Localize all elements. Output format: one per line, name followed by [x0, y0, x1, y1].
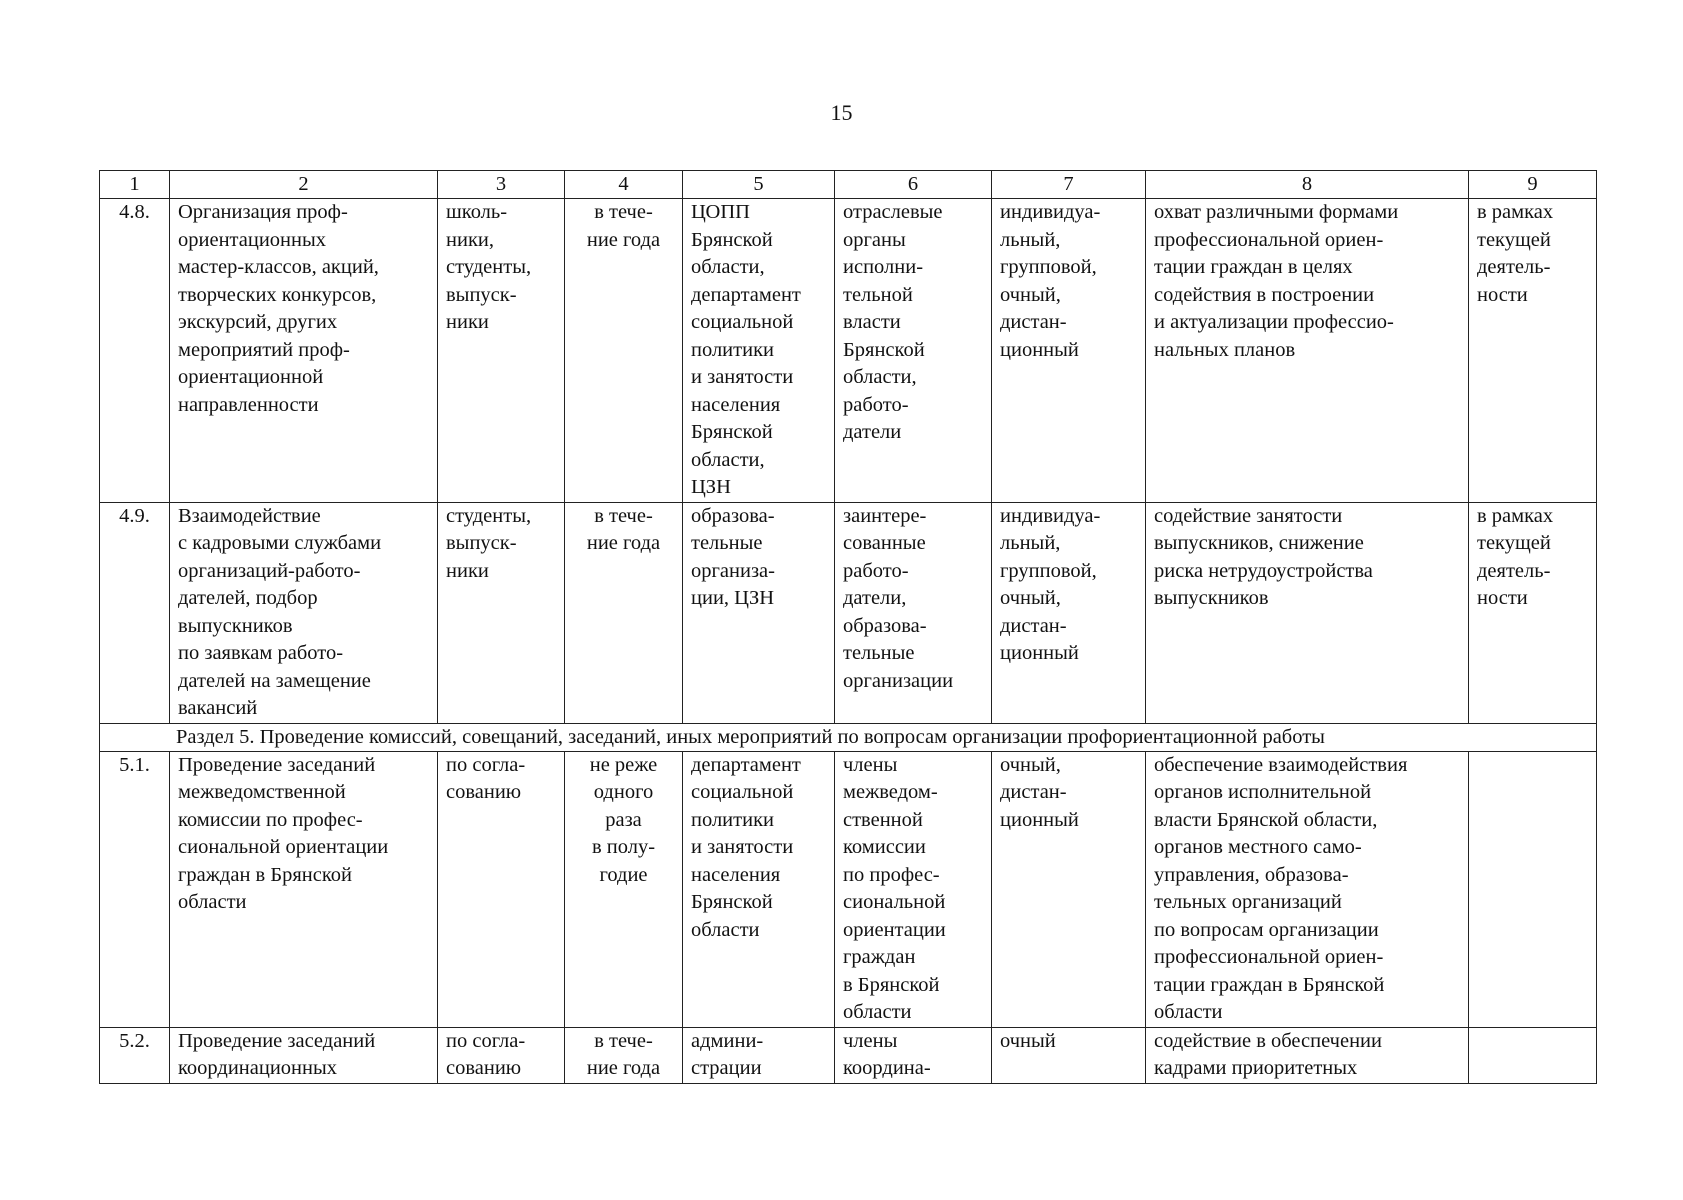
- participants-cell: отраслевые органы исполни- тельной власти Брянской области, работо- датели: [835, 199, 992, 503]
- form-cell: очный: [992, 1027, 1146, 1083]
- target-group-cell: по согла- сованию: [438, 1027, 565, 1083]
- table-row: [100, 199, 1597, 503]
- term-cell: не реже одного раза в полу- годие: [565, 751, 683, 1027]
- responsible-cell: ЦОПП Брянской области, департамент социальной политики и занятости населения Брянской области, ЦЗН: [683, 199, 835, 503]
- result-cell: обеспечение взаимодействия органов исполнительной власти Брянской области, органов местного само- управления, образова- тельных организаций по вопросам организации профессиональной ориен- тации граждан в Брянской области: [1146, 751, 1469, 1027]
- row-number: 4.8.: [100, 199, 170, 503]
- term-cell: в тече- ние года: [565, 1027, 683, 1083]
- event-cell: Взаимодействие с кадровыми службами организаций-работо- дателей, подбор выпускников по заявкам работо- дателей на замещение вакансий: [170, 502, 438, 723]
- funding-cell: [1469, 751, 1597, 1027]
- table-row: [100, 502, 1597, 723]
- events-table: [99, 170, 1597, 1084]
- section-title: Раздел 5. Проведение комиссий, совещаний, заседаний, иных мероприятий по вопросам организации профориентационной работы: [100, 723, 1597, 751]
- table-row: [100, 751, 1597, 1027]
- column-number-1: 1: [100, 171, 170, 199]
- table-row: [100, 1027, 1597, 1083]
- column-number-9: 9: [1469, 171, 1597, 199]
- funding-cell: в рамках текущей деятель- ности: [1469, 502, 1597, 723]
- participants-cell: члены координа-: [835, 1027, 992, 1083]
- form-cell: индивидуа- льный, групповой, очный, дистан- ционный: [992, 199, 1146, 503]
- row-number: 4.9.: [100, 502, 170, 723]
- column-number-5: 5: [683, 171, 835, 199]
- funding-cell: в рамках текущей деятель- ности: [1469, 199, 1597, 503]
- result-cell: охват различными формами профессиональной ориен- тации граждан в целях содействия в построении и актуализации профессио- нальных планов: [1146, 199, 1469, 503]
- result-cell: содействие занятости выпускников, снижение риска нетрудоустройства выпускников: [1146, 502, 1469, 723]
- responsible-cell: департамент социальной политики и занятости населения Брянской области: [683, 751, 835, 1027]
- section-row: [100, 723, 1597, 751]
- column-number-6: 6: [835, 171, 992, 199]
- target-group-cell: школь- ники, студенты, выпуск- ники: [438, 199, 565, 503]
- event-cell: Проведение заседаний координационных: [170, 1027, 438, 1083]
- result-cell: содействие в обеспечении кадрами приоритетных: [1146, 1027, 1469, 1083]
- responsible-cell: образова- тельные организа- ции, ЦЗН: [683, 502, 835, 723]
- row-number: 5.1.: [100, 751, 170, 1027]
- column-number-8: 8: [1146, 171, 1469, 199]
- term-cell: в тече- ние года: [565, 199, 683, 503]
- target-group-cell: студенты, выпуск- ники: [438, 502, 565, 723]
- event-cell: Проведение заседаний межведомственной комиссии по профес- сиональной ориентации граждан в Брянской области: [170, 751, 438, 1027]
- column-number-3: 3: [438, 171, 565, 199]
- page-number: 15: [830, 100, 853, 125]
- form-cell: очный, дистан- ционный: [992, 751, 1146, 1027]
- funding-cell: [1469, 1027, 1597, 1083]
- participants-cell: заинтере- сованные работо- датели, образова- тельные организации: [835, 502, 992, 723]
- row-number: 5.2.: [100, 1027, 170, 1083]
- form-cell: индивидуа- льный, групповой, очный, дистан- ционный: [992, 502, 1146, 723]
- table-header-row: [100, 171, 1597, 199]
- column-number-2: 2: [170, 171, 438, 199]
- term-cell: в тече- ние года: [565, 502, 683, 723]
- column-number-7: 7: [992, 171, 1146, 199]
- column-number-4: 4: [565, 171, 683, 199]
- event-cell: Организация проф- ориентационных мастер-классов, акций, творческих конкурсов, экскурсий, других мероприятий проф- ориентационной направленности: [170, 199, 438, 503]
- participants-cell: члены межведом- ственной комиссии по профес- сиональной ориентации граждан в Брянской области: [835, 751, 992, 1027]
- responsible-cell: админи- страции: [683, 1027, 835, 1083]
- target-group-cell: по согла- сованию: [438, 751, 565, 1027]
